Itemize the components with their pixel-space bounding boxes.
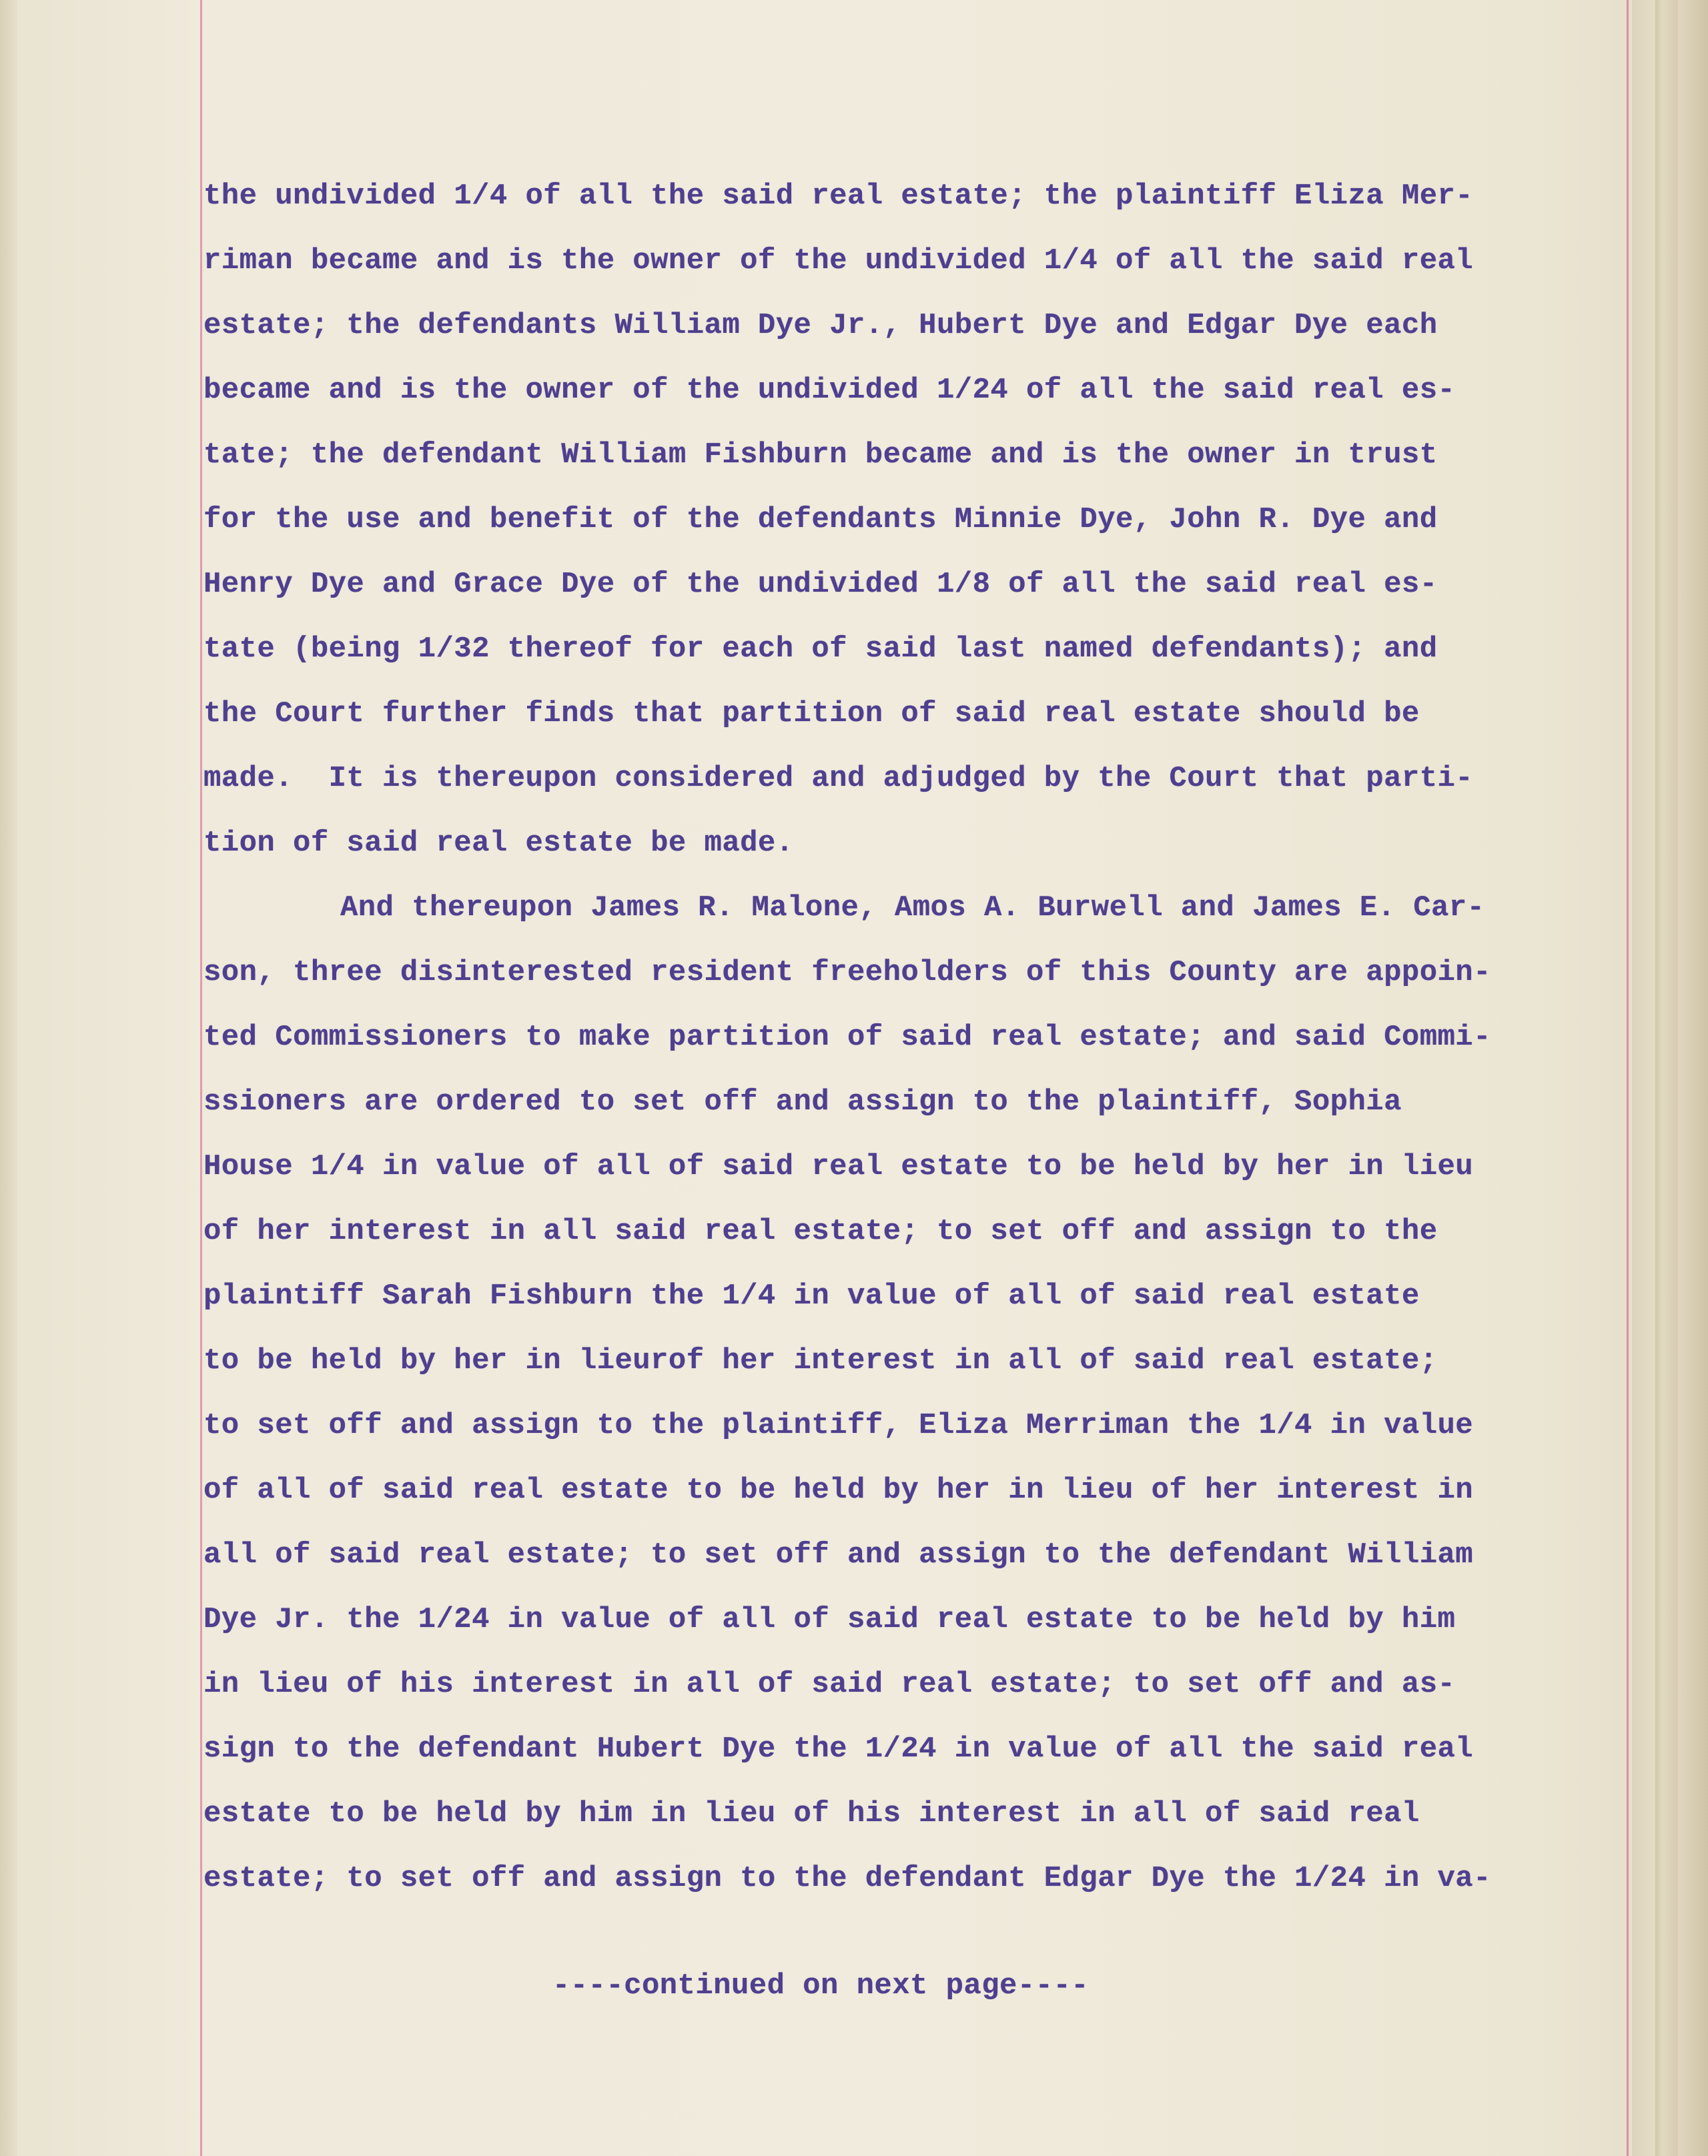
text-line: made. It is thereupon considered and adjudged by the Court that parti- — [203, 762, 1474, 795]
left-margin-rule — [200, 0, 202, 2156]
footer-text: ----continued on next page---- — [552, 1969, 1090, 2003]
text-line: all of said real estate; to set off and assign to the defendant William — [203, 1538, 1474, 1572]
paragraph-start-line: And thereupon James R. Malone, Amos A. Burwell and James E. Car- — [340, 891, 1485, 925]
text-line: plaintiff Sarah Fishburn the 1/4 in value of all of said real estate — [203, 1279, 1420, 1313]
text-line: to be held by her in lieurof her interest in all of said real estate; — [203, 1344, 1438, 1378]
stacked-page-edges — [1632, 0, 1708, 2156]
typed-body-text — [203, 164, 1625, 1911]
text-line: tate (being 1/32 thereof for each of said last named defendants); and — [203, 632, 1438, 666]
text-line: estate; to set off and assign to the defendant Edgar Dye the 1/24 in va- — [203, 1862, 1491, 1895]
text-line: in lieu of his interest in all of said real estate; to set off and as- — [203, 1668, 1456, 1701]
text-line: tion of said real estate be made. — [203, 827, 794, 860]
text-line: ted Commissioners to make partition of said real estate; and said Commi- — [203, 1021, 1491, 1054]
text-line: sign to the defendant Hubert Dye the 1/24 in value of all the said real — [203, 1732, 1474, 1766]
text-line: estate to be held by him in lieu of his interest in all of said real — [203, 1797, 1420, 1830]
right-margin-rule — [1627, 0, 1629, 2156]
text-line: House 1/4 in value of all of said real estate to be held by her in lieu — [203, 1150, 1474, 1183]
text-line: Dye Jr. the 1/24 in value of all of said real estate to be held by him — [203, 1603, 1456, 1636]
text-line: for the use and benefit of the defendants Minnie Dye, John R. Dye and — [203, 503, 1438, 536]
text-line: to set off and assign to the plaintiff, Eliza Merriman the 1/4 in value — [203, 1409, 1474, 1442]
text-line: riman became and is the owner of the undivided 1/4 of all the said real — [203, 244, 1474, 278]
page-left-edge — [0, 0, 17, 2156]
text-line: tate; the defendant William Fishburn became and is the owner in trust — [203, 438, 1438, 472]
text-line: became and is the owner of the undivided 1/24 of all the said real es- — [203, 374, 1456, 407]
continued-footer — [0, 1969, 1708, 2003]
text-line: estate; the defendants William Dye Jr., Hubert Dye and Edgar Dye each — [203, 309, 1438, 342]
text-line: Henry Dye and Grace Dye of the undivided 1/8 of all the said real es- — [203, 568, 1438, 601]
text-line: the Court further finds that partition of said real estate should be — [203, 697, 1420, 730]
text-line: of all of said real estate to be held by her in lieu of her interest in — [203, 1474, 1474, 1507]
text-line: the undivided 1/4 of all the said real estate; the plaintiff Eliza Mer- — [203, 179, 1474, 213]
text-line: son, three disinterested resident freeholders of this County are appoin- — [203, 956, 1491, 989]
text-line: of her interest in all said real estate; to set off and assign to the — [203, 1215, 1438, 1248]
text-line: ssioners are ordered to set off and assign to the plaintiff, Sophia — [203, 1085, 1402, 1119]
